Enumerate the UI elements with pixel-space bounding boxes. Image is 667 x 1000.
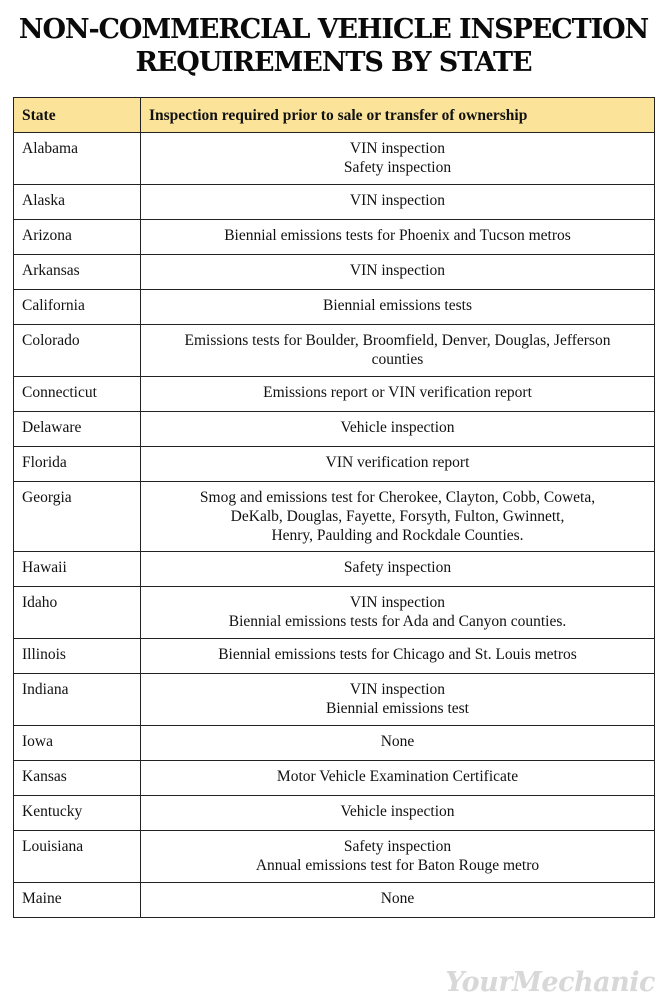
requirement-cell xyxy=(141,377,655,412)
state-cell: California xyxy=(14,290,141,325)
requirement-line: None xyxy=(380,890,415,907)
state-cell: Idaho xyxy=(14,587,141,639)
requirement-line: counties xyxy=(371,351,424,368)
logo-text: YourMechanic xyxy=(445,967,655,998)
yourmechanic-logo xyxy=(445,967,655,998)
table-row xyxy=(14,133,655,185)
state-cell: Alabama xyxy=(14,133,141,185)
state-cell: Arizona xyxy=(14,220,141,255)
table-row xyxy=(14,883,655,918)
requirement-cell xyxy=(141,639,655,674)
requirement-line: None xyxy=(380,733,415,750)
requirement-line: VIN inspection xyxy=(349,140,446,157)
requirement-cell xyxy=(141,185,655,220)
table-row xyxy=(14,325,655,377)
requirement-line: DeKalb, Douglas, Fayette, Forsyth, Fulton, Gwinnett, xyxy=(230,508,565,525)
table-row xyxy=(14,482,655,552)
requirement-cell xyxy=(141,412,655,447)
table-body xyxy=(14,133,655,918)
table-row xyxy=(14,255,655,290)
requirement-cell xyxy=(141,674,655,726)
table-row xyxy=(14,639,655,674)
requirement-cell xyxy=(141,482,655,552)
state-cell: Illinois xyxy=(14,639,141,674)
requirement-line: Motor Vehicle Examination Certificate xyxy=(276,768,519,785)
requirement-line: Safety inspection xyxy=(343,838,452,855)
requirement-column-header: Inspection required prior to sale or transfer of ownership xyxy=(141,98,655,133)
table-row xyxy=(14,587,655,639)
requirement-cell xyxy=(141,796,655,831)
requirement-line: Annual emissions test for Baton Rouge metro xyxy=(255,857,540,874)
requirement-line: Vehicle inspection xyxy=(340,419,455,436)
requirement-cell xyxy=(141,255,655,290)
requirement-line: Henry, Paulding and Rockdale Counties. xyxy=(271,527,524,544)
state-cell: Louisiana xyxy=(14,831,141,883)
table-row xyxy=(14,761,655,796)
state-cell: Georgia xyxy=(14,482,141,552)
requirement-line: Emissions tests for Boulder, Broomfield, Denver, Douglas, Jefferson xyxy=(184,332,611,349)
requirement-line: Emissions report or VIN verification report xyxy=(263,384,532,401)
state-cell: Arkansas xyxy=(14,255,141,290)
requirement-line: VIN inspection xyxy=(349,681,446,698)
requirement-cell xyxy=(141,831,655,883)
requirement-line: VIN inspection xyxy=(349,594,446,611)
requirement-line: Biennial emissions tests for Phoenix and Tucson metros xyxy=(224,227,571,244)
requirement-cell xyxy=(141,447,655,482)
requirement-line: VIN inspection xyxy=(349,262,446,279)
requirement-cell xyxy=(141,726,655,761)
table-row xyxy=(14,412,655,447)
requirement-cell xyxy=(141,761,655,796)
state-column-header: State xyxy=(14,98,141,133)
page-title xyxy=(0,13,667,79)
requirement-line: Smog and emissions test for Cherokee, Clayton, Cobb, Coweta, xyxy=(199,489,596,506)
table-row xyxy=(14,796,655,831)
table-row xyxy=(14,220,655,255)
requirement-line: Biennial emissions tests for Chicago and St. Louis metros xyxy=(218,646,577,663)
requirement-line: VIN verification report xyxy=(325,454,470,471)
requirement-line: Safety inspection xyxy=(343,559,452,576)
table-row xyxy=(14,290,655,325)
state-cell: Connecticut xyxy=(14,377,141,412)
state-cell: Alaska xyxy=(14,185,141,220)
requirement-cell xyxy=(141,220,655,255)
state-cell: Indiana xyxy=(14,674,141,726)
requirement-line: Biennial emissions tests xyxy=(323,297,472,314)
table-row xyxy=(14,831,655,883)
requirement-cell xyxy=(141,587,655,639)
table-row xyxy=(14,377,655,412)
state-cell: Delaware xyxy=(14,412,141,447)
requirement-line: Safety inspection xyxy=(343,159,452,176)
requirement-line: Biennial emissions test xyxy=(326,700,469,717)
requirement-cell xyxy=(141,552,655,587)
table-header-row xyxy=(14,98,655,133)
table-row xyxy=(14,447,655,482)
table-row xyxy=(14,726,655,761)
page-title-line-1: NON-COMMERCIAL VEHICLE INSPECTION xyxy=(18,14,649,45)
state-cell: Hawaii xyxy=(14,552,141,587)
requirement-line: Biennial emissions tests for Ada and Canyon counties. xyxy=(228,613,567,630)
page-title-line-2: REQUIREMENTS BY STATE xyxy=(135,47,532,78)
requirement-cell xyxy=(141,883,655,918)
state-cell: Florida xyxy=(14,447,141,482)
table-row xyxy=(14,185,655,220)
state-cell: Iowa xyxy=(14,726,141,761)
state-cell: Maine xyxy=(14,883,141,918)
inspection-requirements-table xyxy=(13,97,655,918)
requirement-cell xyxy=(141,325,655,377)
state-cell: Colorado xyxy=(14,325,141,377)
requirement-line: VIN inspection xyxy=(349,192,446,209)
requirement-cell xyxy=(141,133,655,185)
state-cell: Kentucky xyxy=(14,796,141,831)
table-row xyxy=(14,674,655,726)
state-cell: Kansas xyxy=(14,761,141,796)
requirement-cell xyxy=(141,290,655,325)
requirement-line: Vehicle inspection xyxy=(340,803,455,820)
table-row xyxy=(14,552,655,587)
